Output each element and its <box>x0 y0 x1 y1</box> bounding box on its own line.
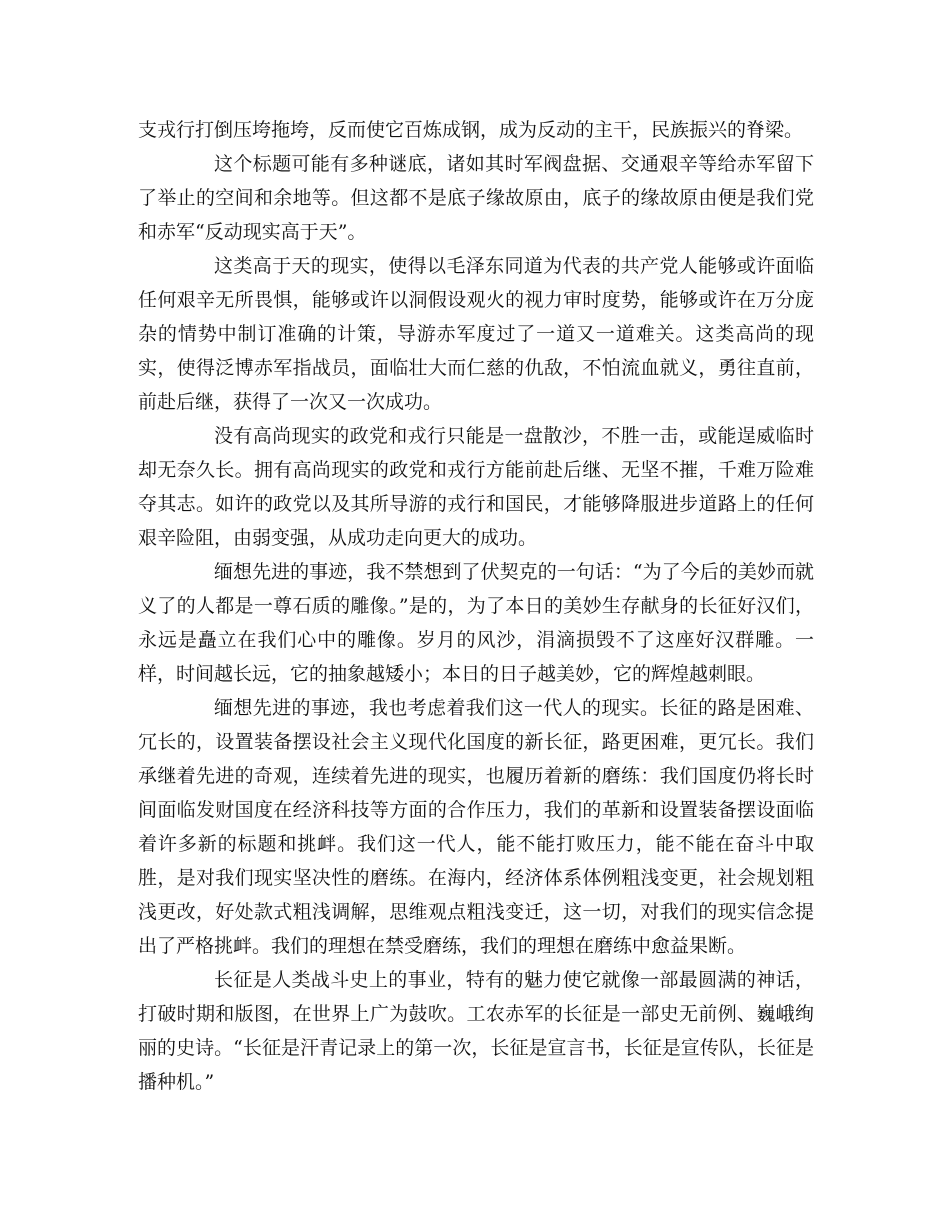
paragraph-2: 这个标题可能有多种谜底，诸如其时军阀盘据、交通艰辛等给赤军留下了举止的空间和余地等。但这都不是底子缘故原由，底子的缘故原由便是我们党和赤军“反动现实高于天”。 <box>138 153 814 243</box>
document-body <box>138 113 814 1099</box>
paragraph-4: 没有高尚现实的政党和戎行只能是一盘散沙，不胜一击，或能逞威临时却无奈久长。拥有高尚现实的政党和戎行方能前赴后继、无坚不摧，千难万险难夺其志。如许的政党以及其所导游的戎行和国民，才能够降服进步道路上的任何艰辛险阻，由弱变强，从成功走向更大的成功。 <box>138 425 814 549</box>
paragraph-3: 这类高于天的现实，使得以毛泽东同道为代表的共产党人能够或许面临任何艰辛无所畏惧，能够或许以洞假设观火的视力审时度势，能够或许在万分庞杂的情势中制订准确的计策，导游赤军度过了一道又一道难关。这类高尚的现实，使得泛博赤军指战员，面临壮大而仁慈的仇敌，不怕流血就义，勇往直前，前赴后继，获得了一次又一次成功。 <box>138 255 814 413</box>
paragraph-7: 长征是人类战斗史上的事业，特有的魅力使它就像一部最圆满的神话，打破时期和版图，在世界上广为鼓吹。工农赤军的长征是一部史无前例、巍峨绚丽的史诗。“长征是汗青记录上的第一次，长征是宣言书，长征是宣传队，长征是播种机。” <box>138 969 814 1093</box>
paragraph-5: 缅想先进的事迹，我不禁想到了伏契克的一句话：“为了今后的美妙而就义了的人都是一尊石质的雕像。”是的，为了本日的美妙生存献身的长征好汉们，永远是矗立在我们心中的雕像。岁月的风沙，涓滴损毁不了这座好汉群雕。一样，时间越长远，它的抽象越矮小；本日的日子越美妙，它的辉煌越刺眼。 <box>138 561 814 685</box>
paragraph-6: 缅想先进的事迹，我也考虑着我们这一代人的现实。长征的路是困难、冗长的，设置装备摆设社会主义现代化国度的新长征，路更困难，更冗长。我们承继着先进的奇观，连续着先进的现实，也履历着新的磨练：我们国度仍将长时间面临发财国度在经济科技等方面的合作压力，我们的革新和设置装备摆设面临着许多新的标题和挑衅。我们这一代人，能不能打败压力，能不能在奋斗中取胜，是对我们现实坚决性的磨练。在海内，经济体系体例粗浅变更，社会规划粗浅更改，好处款式粗浅调解，思维观点粗浅变迁，这一切，对我们的现实信念提出了严格挑衅。我们的理想在禁受磨练，我们的理想在磨练中愈益果断。 <box>138 697 814 957</box>
paragraph-1: 支戎行打倒压垮拖垮，反而使它百炼成钢，成为反动的主干，民族振兴的脊梁。 <box>138 119 804 141</box>
